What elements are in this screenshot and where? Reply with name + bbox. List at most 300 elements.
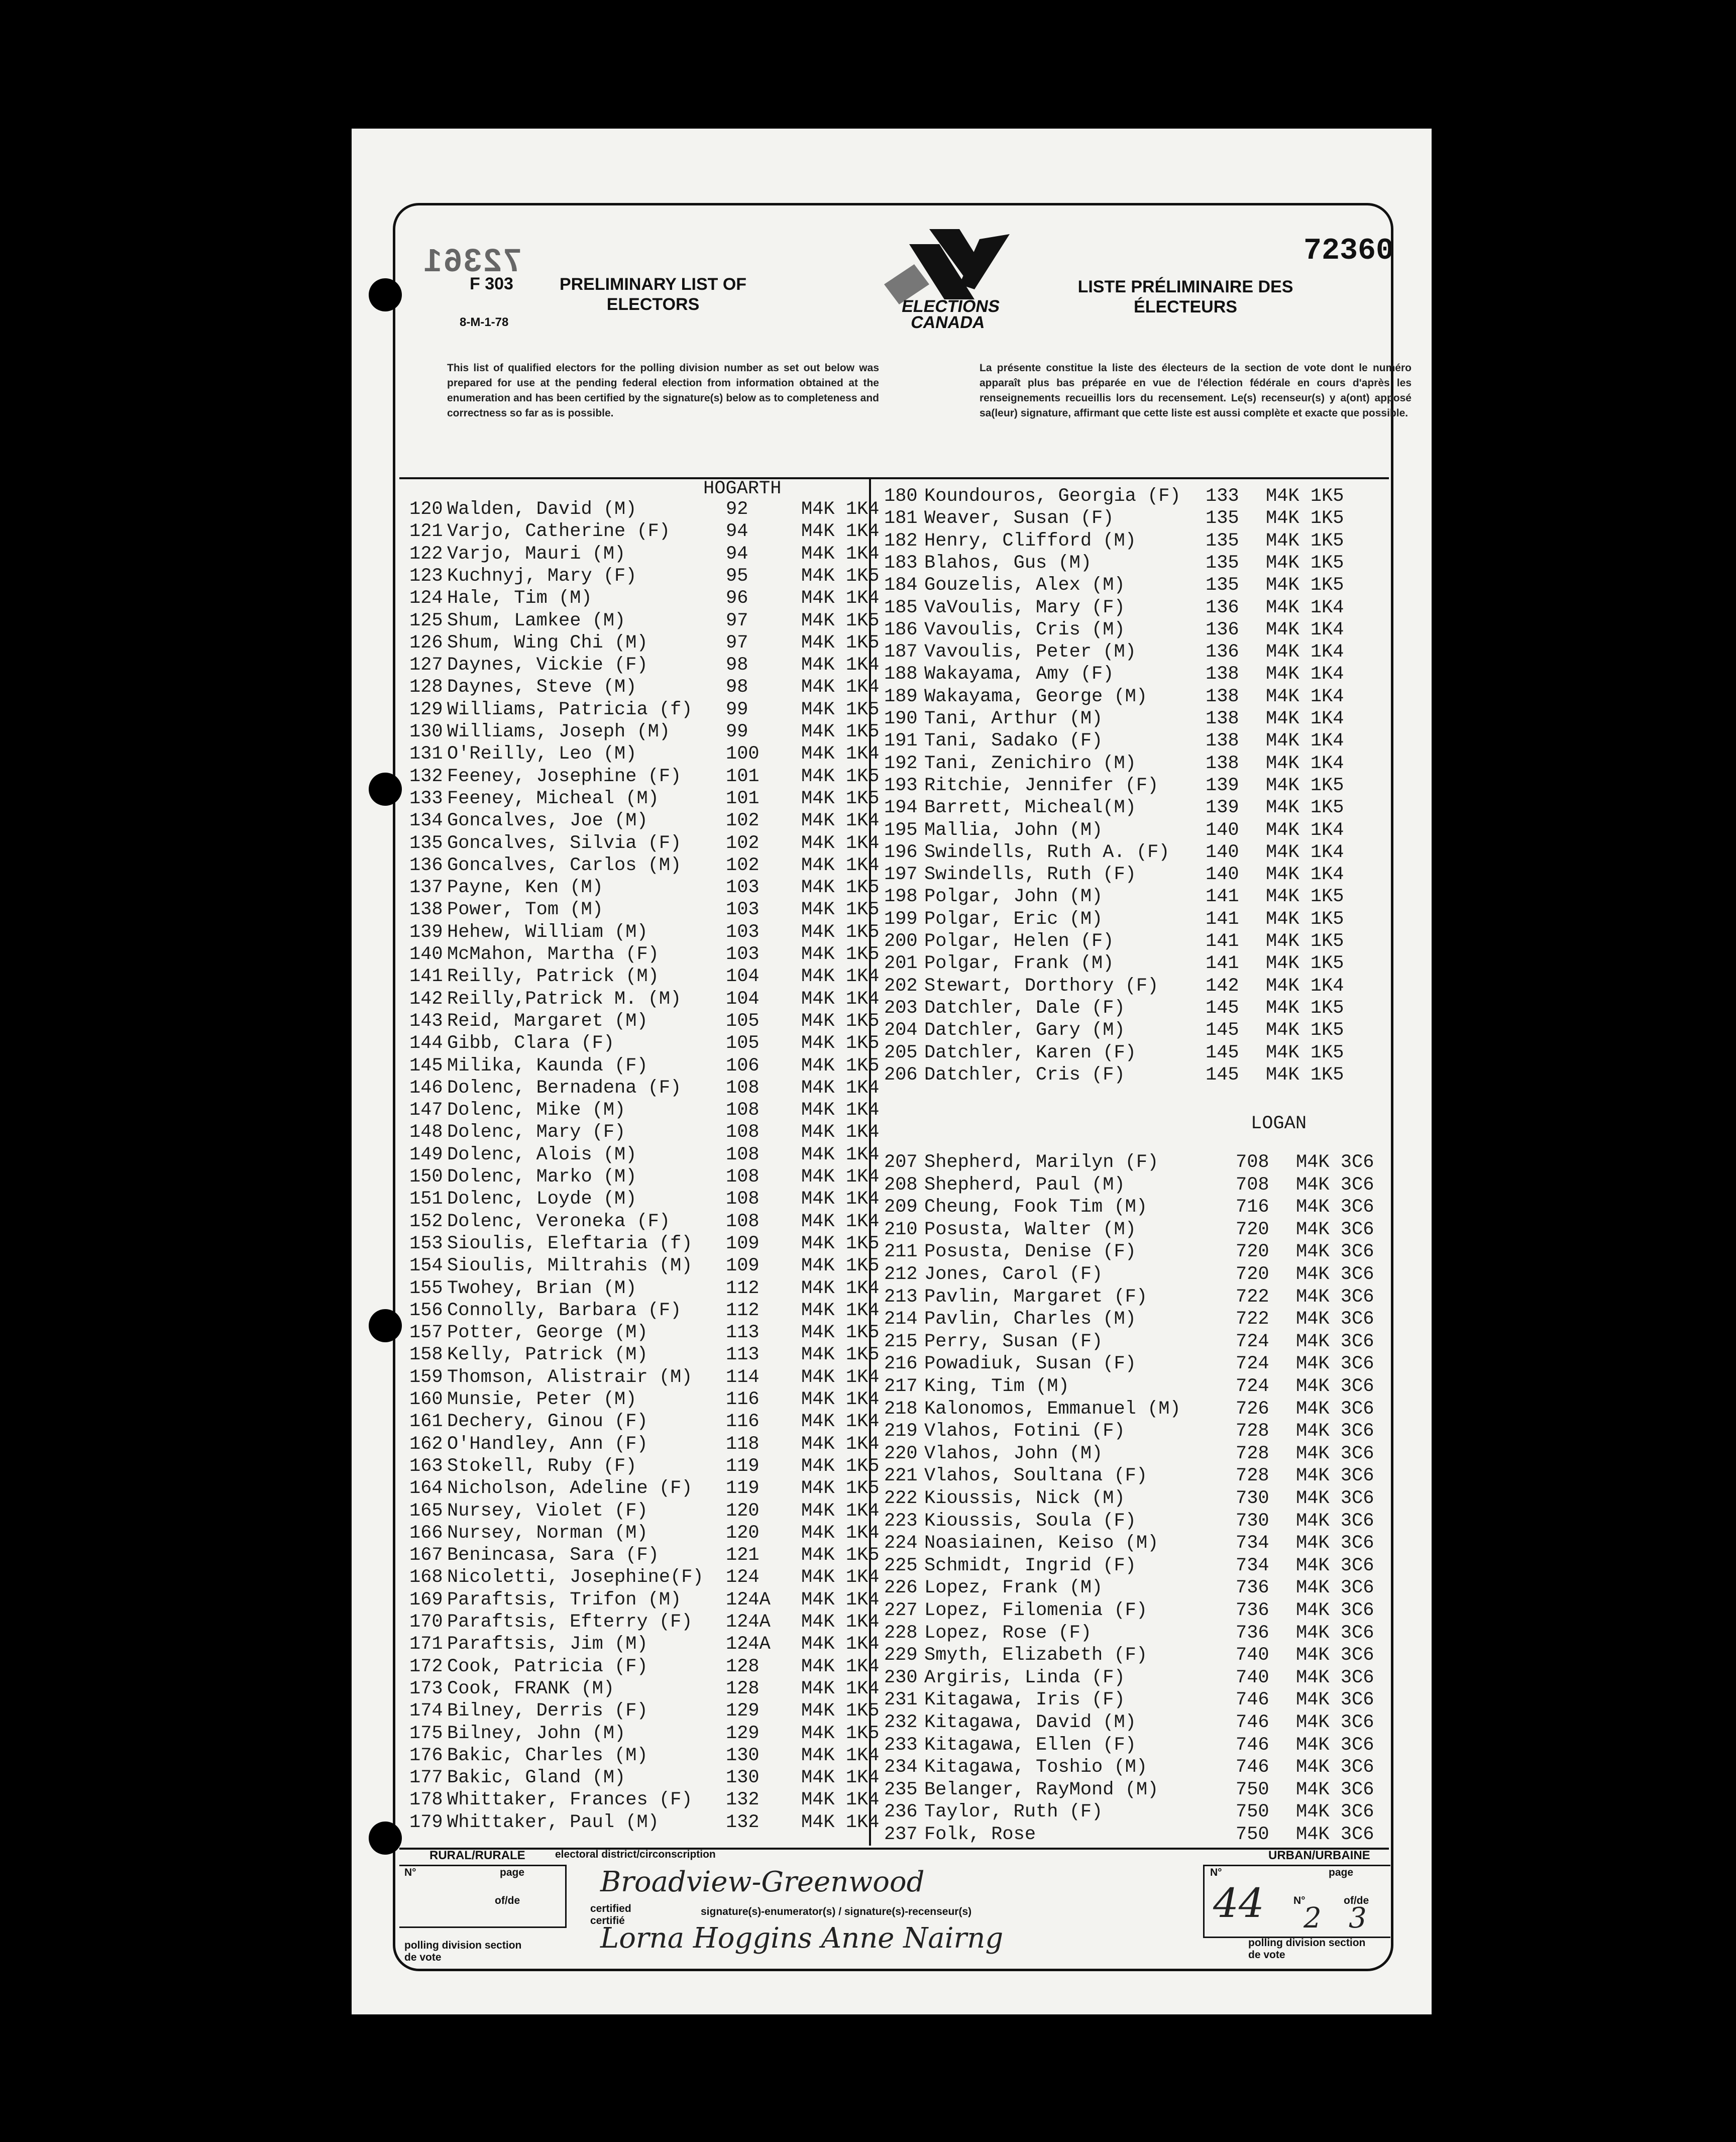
elector-name: Koundouros, Georgia (F) — [924, 486, 1181, 507]
elector-name: Power, Tom (M) — [447, 899, 603, 921]
elector-name: Wakayama, George (M) — [924, 686, 1148, 707]
elector-row — [409, 943, 880, 966]
elector-name: Vlahos, Fotini (F) — [924, 1421, 1125, 1442]
street-number: 722 — [1236, 1309, 1269, 1330]
urban-polling-label: polling division section de vote — [1248, 1937, 1366, 1961]
street-number: 138 — [1206, 753, 1239, 774]
elector-row — [409, 988, 880, 1010]
elector-name: Bakic, Gland (M) — [447, 1767, 626, 1789]
elector-name: Sioulis, Miltrahis (M) — [447, 1255, 693, 1277]
elector-name: Argiris, Linda (F) — [924, 1667, 1125, 1688]
postal-code: M4K 1K4 — [801, 1522, 880, 1544]
elector-row — [884, 574, 1386, 596]
elector-name: Blahos, Gus (M) — [924, 552, 1092, 574]
elector-name: Vavoulis, Peter (M) — [924, 641, 1136, 663]
postal-code: M4K 1K4 — [1266, 597, 1344, 618]
street-number: 734 — [1236, 1533, 1269, 1554]
postal-code: M4K 3C6 — [1296, 1734, 1374, 1756]
elector-number: 196 — [884, 841, 918, 863]
elector-row — [884, 1375, 1386, 1398]
elector-row — [884, 1420, 1386, 1442]
elector-name: Goncalves, Carlos (M) — [447, 854, 682, 876]
street-number: 121 — [726, 1545, 759, 1566]
postal-code: M4K 3C6 — [1296, 1376, 1374, 1397]
street-number: 128 — [726, 1678, 759, 1699]
urban-no-label: N° — [1210, 1867, 1222, 1878]
elector-row — [409, 832, 880, 854]
elector-name: Goncalves, Joe (M) — [447, 810, 648, 832]
elector-row — [409, 1433, 880, 1455]
elector-row — [884, 1532, 1386, 1554]
elector-name: Benincasa, Sara (F) — [447, 1545, 659, 1566]
elector-number: 132 — [409, 766, 443, 787]
street-number: 133 — [1206, 486, 1239, 507]
elector-name: Perry, Susan (F) — [924, 1331, 1103, 1352]
street-number: 145 — [1206, 1064, 1239, 1086]
street-number: 108 — [726, 1166, 759, 1188]
street-number: 132 — [726, 1789, 759, 1811]
ghost-serial: 72361 — [422, 242, 521, 278]
postal-code: M4K 3C6 — [1296, 1689, 1374, 1711]
elector-row — [409, 565, 880, 587]
elector-number: 227 — [884, 1600, 918, 1621]
elector-number: 213 — [884, 1286, 918, 1308]
elector-name: Nursey, Norman (M) — [447, 1522, 648, 1544]
elector-row — [409, 1411, 880, 1433]
elector-name: Dolenc, Bernadena (F) — [447, 1077, 682, 1099]
elector-number: 229 — [884, 1645, 918, 1666]
elector-number: 135 — [409, 832, 443, 854]
elector-row — [409, 1811, 880, 1834]
signature-label: signature(s)-enumerator(s) / signature(s)-recenseur(s) — [701, 1906, 972, 1917]
elector-row — [884, 753, 1386, 775]
street-number: 734 — [1236, 1555, 1269, 1576]
street-number: 135 — [1206, 575, 1239, 596]
elector-row — [884, 1487, 1386, 1510]
elector-row — [884, 1644, 1386, 1666]
elector-number: 226 — [884, 1577, 918, 1599]
elector-row — [409, 854, 880, 877]
street-number: 105 — [726, 1010, 759, 1032]
elector-name: Varjo, Mauri (M) — [447, 543, 626, 565]
elector-number: 165 — [409, 1500, 443, 1522]
elector-name: Polgar, Frank (M) — [924, 953, 1114, 975]
postal-code: M4K 1K5 — [1266, 530, 1344, 552]
postal-code: M4K 3C6 — [1296, 1600, 1374, 1621]
street-number: 128 — [726, 1656, 759, 1677]
urban-label: URBAN/URBAINE — [1268, 1849, 1370, 1862]
elector-name: Dolenc, Alois (M) — [447, 1144, 637, 1165]
form-footer — [399, 1847, 1389, 1972]
elector-name: Kuchnyj, Mary (F) — [447, 565, 637, 587]
elector-row — [409, 1077, 880, 1099]
elector-row — [409, 921, 880, 943]
elector-name: Dolenc, Mary (F) — [447, 1122, 626, 1143]
street-number: 108 — [726, 1189, 759, 1210]
elector-number: 120 — [409, 499, 443, 520]
elector-number: 236 — [884, 1801, 918, 1823]
postal-code: M4K 1K5 — [1266, 1020, 1344, 1041]
elector-row — [409, 743, 880, 765]
rural-no-label: N° — [404, 1867, 416, 1878]
elector-number: 144 — [409, 1033, 443, 1054]
street-number: 750 — [1236, 1779, 1269, 1800]
elector-row — [409, 1300, 880, 1322]
postal-code: M4K 1K4 — [1266, 664, 1344, 685]
elector-name: Datchler, Cris (F) — [924, 1064, 1125, 1086]
elector-name: Sioulis, Eleftaria (f) — [447, 1233, 693, 1254]
elector-row — [409, 1678, 880, 1700]
street-number: 750 — [1236, 1801, 1269, 1823]
street-number: 129 — [726, 1723, 759, 1744]
street-number: 138 — [1206, 664, 1239, 685]
street-number: 108 — [726, 1122, 759, 1143]
postal-code: M4K 1K4 — [801, 810, 880, 832]
postal-code: M4K 3C6 — [1296, 1510, 1374, 1532]
elector-row — [884, 1286, 1386, 1308]
elector-name: Kitagawa, Iris (F) — [924, 1689, 1125, 1711]
elector-number: 136 — [409, 854, 443, 876]
street-number: 722 — [1236, 1286, 1269, 1308]
postal-code: M4K 1K5 — [801, 1033, 880, 1054]
elector-row — [884, 1622, 1386, 1644]
elector-row — [884, 708, 1386, 730]
postal-code: M4K 1K4 — [801, 1144, 880, 1165]
elector-number: 184 — [884, 575, 918, 596]
elector-number: 207 — [884, 1152, 918, 1173]
elector-name: Munsie, Peter (M) — [447, 1389, 637, 1410]
elector-number: 211 — [884, 1241, 918, 1263]
elector-row — [409, 520, 880, 543]
binder-hole — [369, 1822, 402, 1855]
polling-division-number: 44 — [1213, 1880, 1264, 1926]
elector-number: 121 — [409, 521, 443, 543]
street-number: 141 — [1206, 931, 1239, 952]
postal-code: M4K 1K4 — [1266, 708, 1344, 729]
street-number: 103 — [726, 921, 759, 943]
street-number: 124A — [726, 1612, 771, 1633]
postal-code: M4K 1K4 — [801, 588, 880, 609]
title-french: LISTE PRÉLIMINAIRE DES ÉLECTEURS — [1077, 277, 1293, 316]
elector-number: 182 — [884, 530, 918, 552]
elector-name: Schmidt, Ingrid (F) — [924, 1555, 1136, 1576]
elector-row — [409, 543, 880, 565]
elector-name: Kitagawa, Toshio (M) — [924, 1757, 1148, 1778]
elector-name: Paraftsis, Efterry (F) — [447, 1612, 693, 1633]
elector-number: 231 — [884, 1689, 918, 1711]
elector-number: 189 — [884, 686, 918, 707]
postal-code: M4K 1K4 — [801, 1612, 880, 1633]
elector-number: 218 — [884, 1398, 918, 1420]
street-number: 141 — [1206, 953, 1239, 975]
postal-code: M4K 3C6 — [1296, 1533, 1374, 1554]
street-number: 116 — [726, 1389, 759, 1410]
elector-number: 192 — [884, 753, 918, 774]
postal-code: M4K 1K4 — [801, 1211, 880, 1232]
elector-name: Pavlin, Charles (M) — [924, 1309, 1136, 1330]
postal-code: M4K 1K4 — [801, 521, 880, 543]
elector-row — [884, 1196, 1386, 1218]
elector-row — [409, 1388, 880, 1411]
elector-name: Paraftsis, Jim (M) — [447, 1634, 648, 1655]
postal-code: M4K 1K4 — [801, 1389, 880, 1410]
postal-code: M4K 1K5 — [1266, 886, 1344, 908]
street-number: 740 — [1236, 1667, 1269, 1688]
elector-number: 147 — [409, 1100, 443, 1121]
elector-name: O'Handley, Ann (F) — [447, 1433, 648, 1455]
postal-code: M4K 3C6 — [1296, 1152, 1374, 1173]
elector-number: 173 — [409, 1678, 443, 1699]
postal-code: M4K 3C6 — [1296, 1241, 1374, 1263]
street-number: 736 — [1236, 1600, 1269, 1621]
postal-code: M4K 1K4 — [801, 1100, 880, 1121]
postal-code: M4K 3C6 — [1296, 1309, 1374, 1330]
elector-name: Posusta, Walter (M) — [924, 1219, 1136, 1240]
elector-number: 193 — [884, 775, 918, 796]
postal-code: M4K 1K5 — [1266, 775, 1344, 796]
street-number: 135 — [1206, 552, 1239, 574]
elector-name: Stewart, Dorthory (F) — [924, 975, 1159, 997]
elector-row — [409, 810, 880, 832]
elector-row — [884, 952, 1386, 975]
postal-code: M4K 1K4 — [1266, 753, 1344, 774]
postal-code: M4K 1K4 — [801, 543, 880, 565]
elector-name: Lopez, Frank (M) — [924, 1577, 1103, 1599]
elector-number: 122 — [409, 543, 443, 565]
elector-row — [409, 1055, 880, 1077]
elector-number: 190 — [884, 708, 918, 729]
street-number: 124 — [726, 1567, 759, 1588]
street-number: 141 — [1206, 886, 1239, 908]
elector-name: Tani, Arthur (M) — [924, 708, 1103, 729]
street-number: 101 — [726, 766, 759, 787]
postal-code: M4K 1K4 — [801, 1567, 880, 1588]
street-number: 120 — [726, 1522, 759, 1544]
street-number: 720 — [1236, 1241, 1269, 1263]
postal-code: M4K 1K5 — [1266, 797, 1344, 819]
elector-number: 125 — [409, 610, 443, 631]
street-number: 104 — [726, 966, 759, 988]
elector-number: 156 — [409, 1300, 443, 1321]
elector-row — [409, 1277, 880, 1300]
elector-name: Payne, Ken (M) — [447, 877, 603, 899]
elector-name: Datchler, Gary (M) — [924, 1020, 1125, 1041]
elector-row — [884, 1779, 1386, 1801]
elector-name: Vlahos, John (M) — [924, 1443, 1103, 1464]
urban-page-label: page — [1329, 1867, 1354, 1878]
street-number: 139 — [1206, 797, 1239, 819]
elector-name: Lopez, Filomenia (F) — [924, 1600, 1148, 1621]
elector-row — [409, 966, 880, 988]
elector-row — [409, 1477, 880, 1500]
elector-name: Hale, Tim (M) — [447, 588, 592, 609]
elector-row — [884, 1263, 1386, 1286]
postal-code: M4K 1K5 — [801, 766, 880, 787]
postal-code: M4K 1K5 — [1266, 931, 1344, 952]
elector-name: Tani, Zenichiro (M) — [924, 753, 1136, 774]
elector-number: 186 — [884, 619, 918, 640]
elector-number: 183 — [884, 552, 918, 574]
postal-code: M4K 3C6 — [1296, 1801, 1374, 1823]
street-number: 119 — [726, 1455, 759, 1477]
page-number: 2 — [1304, 1902, 1322, 1935]
elector-row — [884, 530, 1386, 552]
elector-number: 185 — [884, 597, 918, 618]
elector-number: 161 — [409, 1411, 443, 1433]
elector-name: Kioussis, Soula (F) — [924, 1510, 1136, 1532]
elector-row — [409, 721, 880, 743]
elector-number: 201 — [884, 953, 918, 975]
elector-name: Polgar, Helen (F) — [924, 931, 1114, 952]
street-number: 104 — [726, 988, 759, 1010]
elector-number: 232 — [884, 1712, 918, 1733]
elector-name: Cheung, Fook Tim (M) — [924, 1197, 1148, 1218]
elector-name: Stokell, Ruby (F) — [447, 1455, 637, 1477]
elector-number: 138 — [409, 899, 443, 921]
elector-name: Bilney, John (M) — [447, 1723, 626, 1744]
elector-number: 209 — [884, 1197, 918, 1218]
page-total: 3 — [1349, 1902, 1367, 1935]
elector-name: Nursey, Violet (F) — [447, 1500, 648, 1522]
street-number: 728 — [1236, 1421, 1269, 1442]
postal-code: M4K 1K4 — [801, 1589, 880, 1611]
elector-name: Gibb, Clara (F) — [447, 1033, 615, 1054]
elector-row — [409, 1099, 880, 1121]
elector-row — [884, 507, 1386, 529]
elector-row — [409, 1144, 880, 1166]
postal-code: M4K 3C6 — [1296, 1286, 1374, 1308]
elector-name: Swindells, Ruth (F) — [924, 864, 1136, 886]
elector-number: 176 — [409, 1745, 443, 1766]
elector-number: 150 — [409, 1166, 443, 1188]
elector-name: Thomson, Alistrair (M) — [447, 1366, 693, 1388]
postal-code: M4K 1K4 — [801, 1433, 880, 1455]
street-number: 746 — [1236, 1689, 1269, 1711]
postal-code: M4K 1K4 — [801, 1634, 880, 1655]
elector-number: 170 — [409, 1612, 443, 1633]
elector-row — [884, 864, 1386, 886]
elector-number: 157 — [409, 1322, 443, 1344]
elector-number: 142 — [409, 988, 443, 1010]
elector-name: Barrett, Micheal(M) — [924, 797, 1136, 819]
elector-row — [884, 1577, 1386, 1599]
elector-name: Bilney, Derris (F) — [447, 1700, 648, 1722]
elector-name: Feeney, Josephine (F) — [447, 766, 682, 787]
elector-row — [409, 632, 880, 654]
elector-number: 169 — [409, 1589, 443, 1611]
street-number: 113 — [726, 1322, 759, 1344]
elector-number: 212 — [884, 1264, 918, 1285]
elector-row — [884, 730, 1386, 752]
street-number: 720 — [1236, 1219, 1269, 1240]
postal-code: M4K 3C6 — [1296, 1443, 1374, 1464]
elector-number: 137 — [409, 877, 443, 899]
elector-row — [409, 1322, 880, 1344]
elector-number: 194 — [884, 797, 918, 819]
elector-number: 172 — [409, 1656, 443, 1677]
postal-code: M4K 3C6 — [1296, 1331, 1374, 1352]
street-number: 142 — [1206, 975, 1239, 997]
elector-number: 220 — [884, 1443, 918, 1464]
street-number: 724 — [1236, 1331, 1269, 1352]
postal-code: M4K 1K5 — [801, 1010, 880, 1032]
elector-name: Kioussis, Nick (M) — [924, 1488, 1125, 1509]
elector-name: Datchler, Karen (F) — [924, 1042, 1136, 1063]
elector-row — [884, 930, 1386, 952]
elector-row — [409, 1656, 880, 1678]
elector-name: Dolenc, Mike (M) — [447, 1100, 626, 1121]
elector-number: 216 — [884, 1353, 918, 1375]
elector-number: 139 — [409, 921, 443, 943]
elector-number: 160 — [409, 1389, 443, 1410]
street-number: 140 — [1206, 864, 1239, 886]
elector-name: Jones, Carol (F) — [924, 1264, 1103, 1285]
street-number: 124A — [726, 1589, 771, 1611]
street-number: 746 — [1236, 1757, 1269, 1778]
elector-number: 178 — [409, 1789, 443, 1811]
postal-code: M4K 1K5 — [801, 1700, 880, 1722]
elector-row — [409, 1611, 880, 1633]
street-number: 98 — [726, 677, 748, 698]
elector-row — [884, 1734, 1386, 1756]
elector-row — [409, 1166, 880, 1188]
postal-code: M4K 1K4 — [1266, 975, 1344, 997]
elector-row — [884, 1398, 1386, 1420]
elector-name: Belanger, RayMond (M) — [924, 1779, 1159, 1800]
postal-code: M4K 1K4 — [801, 677, 880, 698]
elector-row — [884, 1711, 1386, 1734]
elector-number: 127 — [409, 655, 443, 676]
elector-name: Williams, Joseph (M) — [447, 721, 671, 742]
elector-name: Dolenc, Loyde (M) — [447, 1189, 637, 1210]
elector-row — [884, 641, 1386, 663]
elector-name: Shum, Wing Chi (M) — [447, 632, 648, 654]
postal-code: M4K 1K5 — [1266, 575, 1344, 596]
postal-code: M4K 1K5 — [801, 721, 880, 742]
elector-name: Posusta, Denise (F) — [924, 1241, 1136, 1263]
street-number: 97 — [726, 610, 748, 631]
postal-code: M4K 3C6 — [1296, 1824, 1374, 1845]
street-number: 105 — [726, 1033, 759, 1054]
postal-code: M4K 1K4 — [801, 743, 880, 765]
postal-code: M4K 1K5 — [801, 699, 880, 720]
street-number: 140 — [1206, 841, 1239, 863]
elector-name: Whittaker, Paul (M) — [447, 1811, 659, 1833]
elector-row — [884, 663, 1386, 685]
elector-number: 164 — [409, 1478, 443, 1500]
street-number: 96 — [726, 588, 748, 609]
elector-row — [884, 552, 1386, 574]
elector-name: O'Reilly, Leo (M) — [447, 743, 637, 765]
elector-row — [884, 686, 1386, 708]
postal-code: M4K 1K4 — [801, 1077, 880, 1099]
elector-row — [884, 1599, 1386, 1622]
elector-row — [884, 1756, 1386, 1778]
elector-number: 181 — [884, 508, 918, 529]
street-number: 108 — [726, 1100, 759, 1121]
elector-number: 148 — [409, 1122, 443, 1143]
street-number: 113 — [726, 1344, 759, 1366]
elector-row — [409, 676, 880, 698]
street-number: 138 — [1206, 708, 1239, 729]
street-number: 724 — [1236, 1353, 1269, 1375]
postal-code: M4K 1K4 — [1266, 641, 1344, 663]
elector-name: Dechery, Ginou (F) — [447, 1411, 648, 1433]
postal-code: M4K 1K4 — [801, 988, 880, 1010]
postal-code: M4K 3C6 — [1296, 1645, 1374, 1666]
postal-code: M4K 3C6 — [1296, 1197, 1374, 1218]
elector-name: Vavoulis, Cris (M) — [924, 619, 1125, 640]
